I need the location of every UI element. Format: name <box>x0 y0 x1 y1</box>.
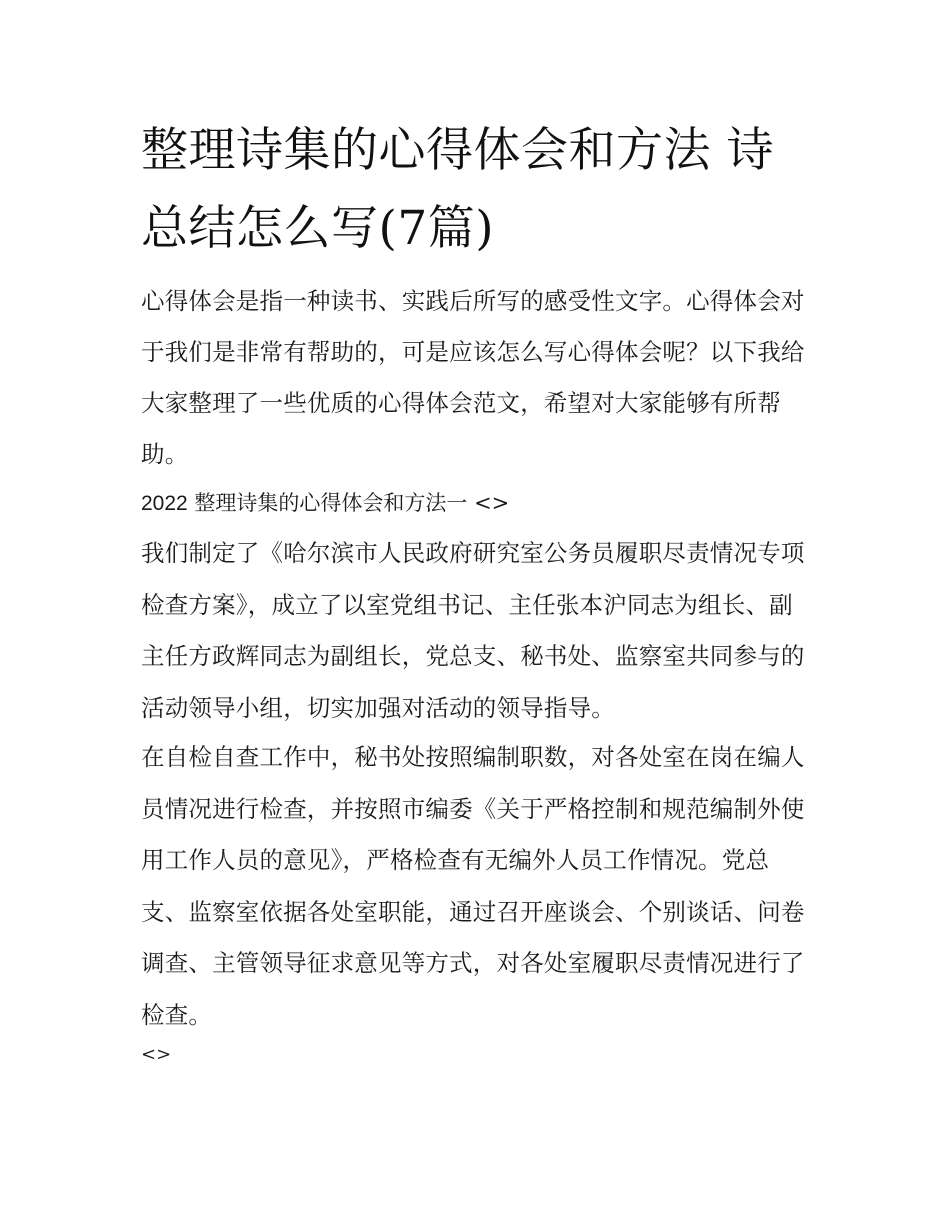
body-paragraph-1: 我们制定了《哈尔滨市人民政府研究室公务员履职尽责情况专项检查方案》，成立了以室党组书记、主任张本沪同志为组长、副主任方政辉同志为副组长，党总支、秘书处、监察室共同参与的活动领导小组，切实加强对活动的领导指导。 <box>141 539 805 722</box>
end-marker: <> <box>141 1044 172 1065</box>
section-heading-text: 整理诗集的心得体会和方法一 <> <box>187 491 510 515</box>
section-heading-year: 2022 <box>141 492 188 515</box>
intro-paragraph: 心得体会是指一种读书、实践后所写的感受性文字。心得体会对于我们是非常有帮助的，可是应该怎么写心得体会呢？以下我给大家整理了一些优质的心得体会范文，希望对大家能够有所帮助。 <box>141 287 805 468</box>
section-heading <box>141 488 509 519</box>
document-title: 整理诗集的心得体会和方法 诗总结怎么写(7篇) <box>141 123 774 256</box>
body-paragraph-2: 在自检自查工作中，秘书处按照编制职数，对各处室在岗在编人员情况进行检查，并按照市编委《关于严格控制和规范编制外使用工作人员的意见》，严格检查有无编外人员工作情况。党总支、监察室依据各处室职能，通过召开座谈会、个别谈话、问卷调查、主管领导征求意见等方式，对各处室履职尽责情况进行了检查。 <box>141 743 805 1029</box>
